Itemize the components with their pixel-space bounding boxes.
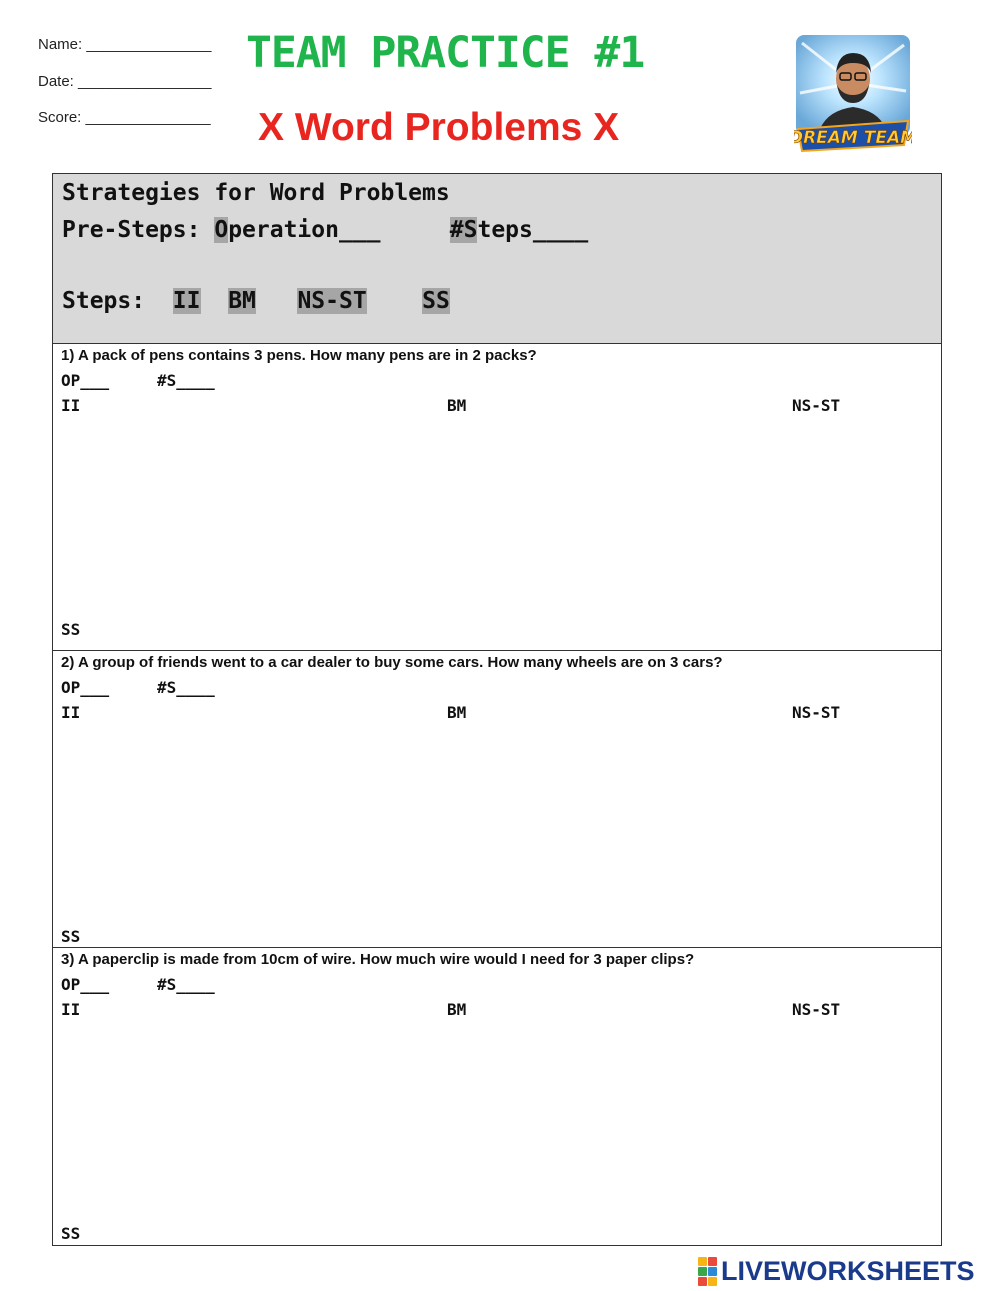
date-field: Date: ________________ xyxy=(38,73,212,90)
bm-label: BM xyxy=(447,1000,467,1019)
operation-blank: peration___ xyxy=(228,217,381,243)
problem-text: 3) A paperclip is made from 10cm of wire. How much wire would I need for 3 paper clips? xyxy=(61,951,695,968)
avatar-logo-icon xyxy=(794,33,912,153)
step-ss: SS xyxy=(422,288,450,314)
steps-label: Steps: xyxy=(62,288,146,314)
operation-blank: OP___ xyxy=(61,975,110,994)
steps-blank: #S____ xyxy=(157,678,215,697)
problem-2 xyxy=(53,651,941,948)
svg-text:DREAM TEAM: DREAM TEAM xyxy=(794,128,912,148)
ss-label: SS xyxy=(61,620,81,639)
problem-3 xyxy=(53,948,941,1245)
problem-text: 2) A group of friends went to a car dealer to buy some cars. How many wheels are on 3 cars? xyxy=(61,654,723,671)
strategies-title: Strategies for Word Problems xyxy=(62,180,450,206)
pre-steps-line xyxy=(62,217,588,243)
ns-st-label: NS-ST xyxy=(792,703,841,722)
ii-label: II xyxy=(61,703,81,722)
brand-text: LIVEWORKSHEETS xyxy=(721,1255,975,1286)
operation-blank: OP___ xyxy=(61,678,110,697)
ii-label: II xyxy=(61,1000,81,1019)
worksheet xyxy=(52,173,942,1246)
operation-blank: OP___ xyxy=(61,371,110,390)
bm-label: BM xyxy=(447,703,467,722)
step-ns: NS- xyxy=(297,288,339,314)
strategies-panel xyxy=(53,174,941,344)
steps-blank: #S____ xyxy=(157,371,215,390)
problem-1 xyxy=(53,344,941,651)
page-subtitle: X Word Problems X xyxy=(258,106,620,149)
step-st: ST xyxy=(339,288,367,314)
name-field: Name: _______________ xyxy=(38,36,212,53)
ss-label: SS xyxy=(61,1224,81,1243)
ns-st-label: NS-ST xyxy=(792,396,841,415)
ns-st-label: NS-ST xyxy=(792,1000,841,1019)
operation-highlight: O xyxy=(214,217,229,243)
steps-highlight: #S xyxy=(449,217,478,243)
dream-team-avatar xyxy=(794,33,912,153)
problem-text: 1) A pack of pens contains 3 pens. How many pens are in 2 packs? xyxy=(61,347,537,364)
score-field: Score: _______________ xyxy=(38,109,211,126)
steps-blank: teps____ xyxy=(477,217,589,243)
steps-blank: #S____ xyxy=(157,975,215,994)
step-ii: II xyxy=(172,288,201,314)
ss-label: SS xyxy=(61,927,81,946)
page-title: TEAM PRACTICE #1 xyxy=(246,28,645,78)
ii-label: II xyxy=(61,396,81,415)
step-bm: BM xyxy=(228,288,256,314)
liveworksheets-logo xyxy=(698,1256,975,1286)
pre-steps-label: Pre-Steps: xyxy=(62,217,215,243)
liveworksheets-mark-icon xyxy=(698,1257,717,1286)
bm-label: BM xyxy=(447,396,467,415)
steps-line xyxy=(62,288,450,314)
